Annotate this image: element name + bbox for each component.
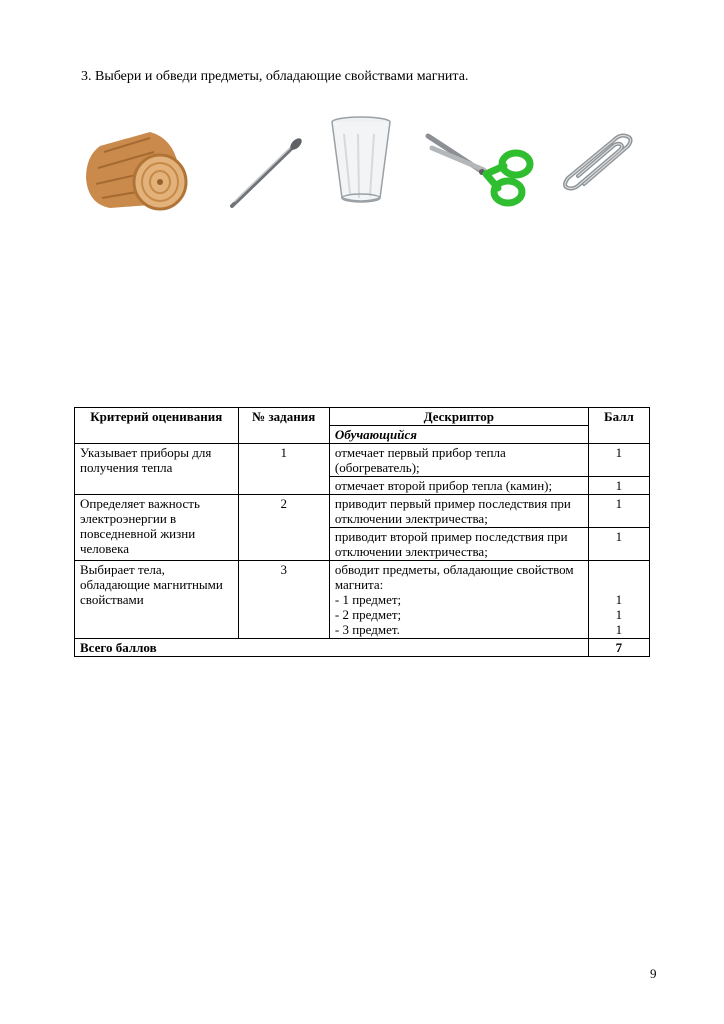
- score-line: 1: [615, 622, 623, 637]
- descriptor-cell: приводит первый пример последствия при отключении электричества;: [329, 495, 588, 528]
- page-number: 9: [650, 966, 657, 981]
- task-number-cell: 1: [238, 444, 329, 495]
- descriptor-cell: отмечает первый прибор тепла (обогреватель);: [329, 444, 588, 477]
- descriptor-cell: приводит второй пример последствия при отключении электричества;: [329, 528, 588, 561]
- header-descriptor: Дескриптор: [329, 408, 588, 426]
- table-row: [75, 561, 650, 639]
- table-row: [75, 444, 650, 477]
- criterion-cell: Указывает приборы для получения тепла: [75, 444, 239, 495]
- score-line: 1: [615, 592, 623, 607]
- total-label: Всего баллов: [75, 639, 589, 657]
- assessment-rubric-table: [74, 407, 650, 657]
- descriptor-line: обводит предметы, обладающие свойством магнита:: [334, 562, 574, 592]
- total-row: [75, 639, 650, 657]
- header-learner: Обучающийся: [329, 426, 588, 444]
- total-value: 7: [588, 639, 649, 657]
- criterion-cell: Определяет важность электроэнергии в повседневной жизни человека: [75, 495, 239, 561]
- score-cell: 1: [588, 444, 649, 477]
- plastic-cup-icon: [328, 114, 394, 206]
- score-cell: 1: [588, 528, 649, 561]
- task-number-cell: 2: [238, 495, 329, 561]
- header-criterion: Критерий оценивания: [75, 408, 239, 444]
- score-cell: 1: [588, 477, 649, 495]
- scissors-icon: [424, 130, 534, 210]
- task-images: [0, 110, 724, 220]
- paperclip-icon: [554, 130, 640, 194]
- descriptor-line: - 3 предмет.: [334, 622, 400, 637]
- header-score: Балл: [588, 408, 649, 444]
- score-cell: [588, 561, 649, 639]
- descriptor-cell: отмечает второй прибор тепла (камин);: [329, 477, 588, 495]
- descriptor-cell: [329, 561, 588, 639]
- descriptor-line: - 1 предмет;: [334, 592, 402, 607]
- table-row: [75, 495, 650, 528]
- nail-icon: [226, 136, 306, 212]
- descriptor-line: - 2 предмет;: [334, 607, 402, 622]
- task-instruction: 3. Выбери и обведи предметы, обладающие свойствами магнита.: [81, 69, 469, 84]
- score-line: 1: [615, 607, 623, 622]
- task-number-cell: 3: [238, 561, 329, 639]
- criterion-cell: Выбирает тела, обладающие магнитными свойствами: [75, 561, 239, 639]
- score-cell: 1: [588, 495, 649, 528]
- wood-log-icon: [80, 124, 194, 214]
- table-header-row: [75, 408, 650, 426]
- header-task-number: № задания: [238, 408, 329, 444]
